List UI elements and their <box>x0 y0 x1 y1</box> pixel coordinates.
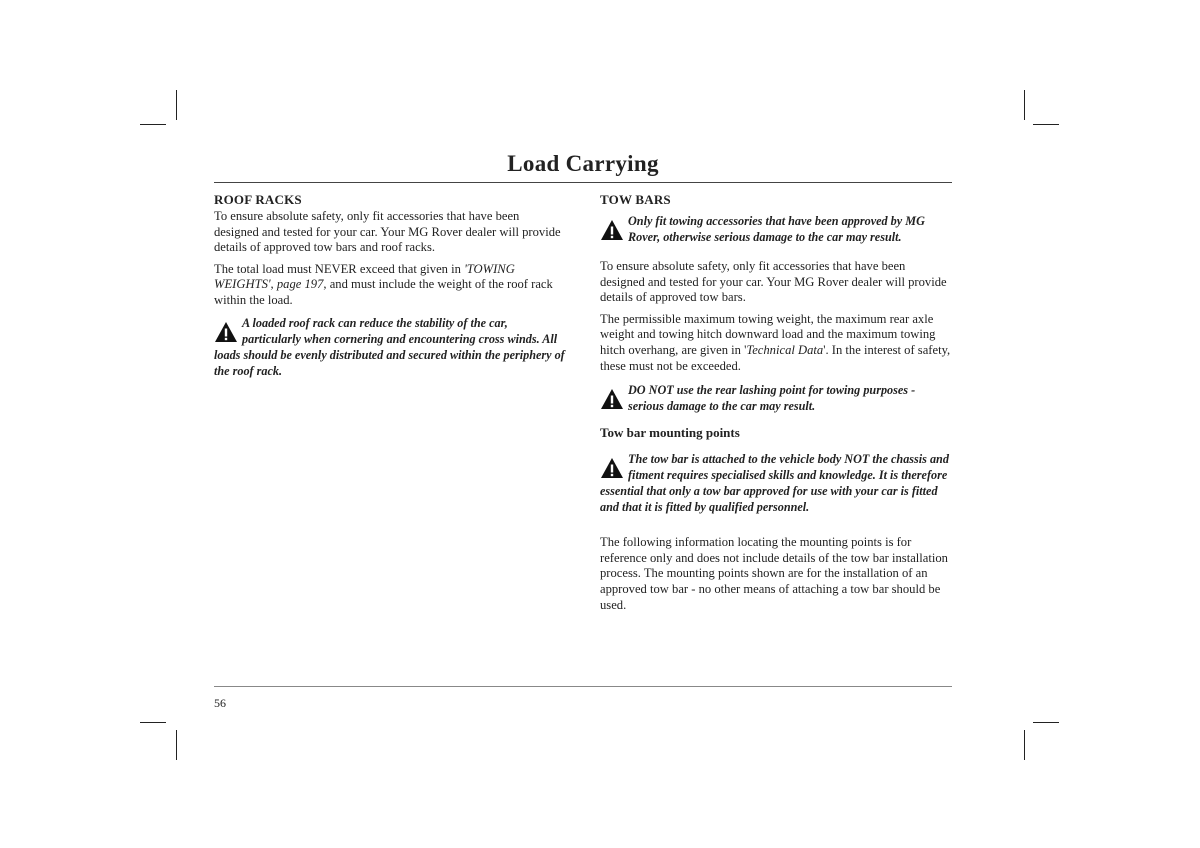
title-rule <box>214 182 952 183</box>
warning-text: The tow bar is attached to the vehicle body NOT the chassis and fitment requires specialised skills and knowledge. It is therefore essential that only a tow bar approved for use with your car is fitted and that it is fitted by qualified personnel. <box>600 452 949 515</box>
footer-rule <box>214 686 952 687</box>
crop-mark-top-right-horizontal <box>1033 124 1059 125</box>
warning-text: Only fit towing accessories that have been approved by MG Rover, otherwise serious damage to the car may result. <box>628 214 925 244</box>
warning-roof-rack-stability <box>214 315 566 379</box>
crop-mark-top-right-vertical <box>1024 90 1025 120</box>
roof-racks-paragraph-2-text-a: The total load must NEVER exceed that given in <box>214 261 465 276</box>
crop-mark-top-left-vertical <box>176 90 177 120</box>
warning-triangle-icon <box>600 219 624 241</box>
left-column <box>214 191 566 387</box>
crop-mark-bottom-right-vertical <box>1024 730 1025 760</box>
crop-mark-bottom-left-horizontal <box>140 722 166 723</box>
warning-text: DO NOT use the rear lashing point for towing purposes - serious damage to the car may result. <box>628 383 916 414</box>
crop-mark-top-left-horizontal <box>140 124 166 125</box>
warning-triangle-icon <box>214 321 238 343</box>
section-heading-tow-bars: TOW BARS <box>600 192 671 207</box>
roof-racks-paragraph-1: To ensure absolute safety, only fit accessories that have been designed and tested for your car. Your MG Rover dealer will provide details of approved tow bars and roof racks. <box>214 209 561 255</box>
section-heading-roof-racks: ROOF RACKS <box>214 192 302 207</box>
page-title: Load Carrying <box>507 151 659 176</box>
warning-triangle-icon <box>600 388 624 410</box>
mounting-points-paragraph: The following information locating the mounting points is for reference only and does not include details of the tow bar installation process. The mounting points shown are for the installation of an approved tow bar - no other means of attaching a tow bar should be used. <box>600 535 948 612</box>
tow-bars-paragraph-2-text-b: '. In the interest of safety, these must not be exceeded. <box>600 342 951 373</box>
tow-bars-paragraph-2-text-a: The permissible maximum towing weight, the maximum rear axle weight and towing hitch downward load and the maximum towing hitch overhang, are given in ' <box>600 311 936 357</box>
tow-bars-paragraph-1: To ensure absolute safety, only fit accessories that have been designed and tested for your car. Your MG Rover dealer will provide details of approved tow bars. <box>600 259 947 305</box>
technical-data-reference: Technical Data <box>746 342 824 357</box>
towing-weights-reference: 'TOWING WEIGHTS', page 197 <box>214 261 515 292</box>
tow-bars-paragraph-2 <box>600 312 952 374</box>
warning-rear-lashing-point <box>600 382 952 414</box>
warning-approved-accessories <box>600 213 952 245</box>
warning-text: A loaded roof rack can reduce the stability of the car, particularly when cornering and encountering cross winds. All loads should be evenly distributed and secured within the periphery of the roof rack. <box>214 315 565 378</box>
roof-racks-paragraph-2-text-b: , and must include the weight of the roof rack within the load. <box>214 277 553 307</box>
warning-tow-bar-fitment <box>600 451 952 515</box>
roof-racks-paragraph-2 <box>214 262 566 309</box>
right-column <box>600 191 952 619</box>
warning-triangle-icon <box>600 457 624 479</box>
subheading-tow-bar-mounting-points: Tow bar mounting points <box>600 425 740 441</box>
crop-mark-bottom-right-horizontal <box>1033 722 1059 723</box>
crop-mark-bottom-left-vertical <box>176 730 177 760</box>
page-number: 56 <box>214 696 226 710</box>
